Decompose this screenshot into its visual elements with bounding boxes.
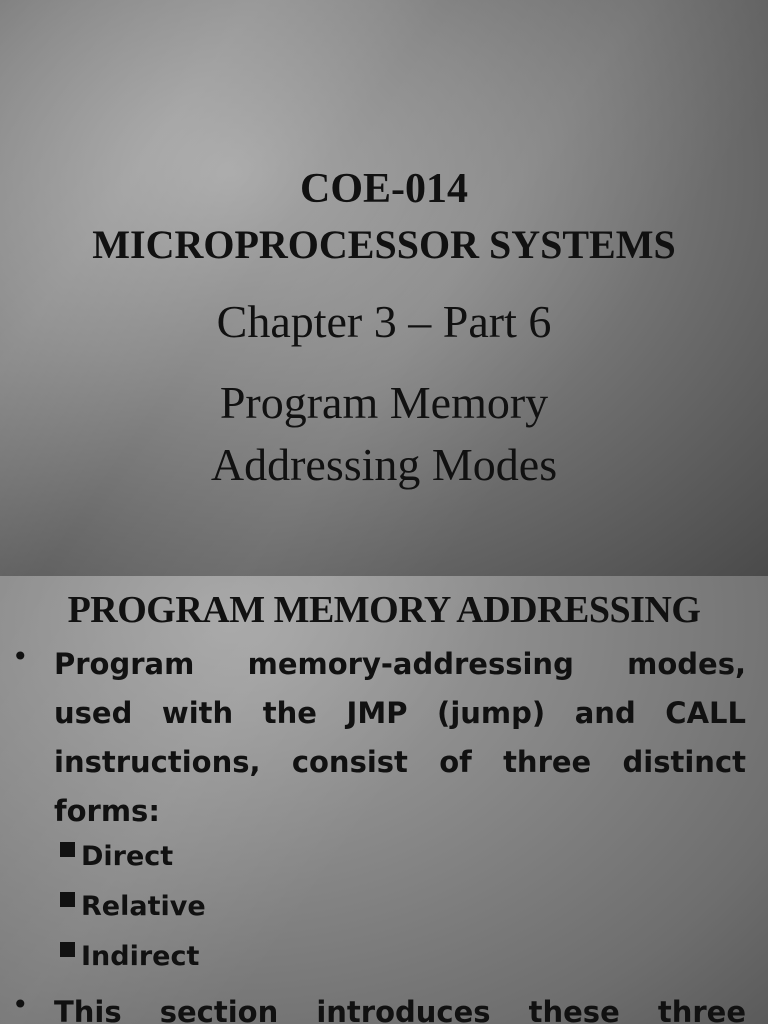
- sub-item-label: Direct: [81, 841, 174, 872]
- bullet-text: Program memory-addressing modes, used with the JMP (jump) and CALL instructions, consist of three distinct forms:: [54, 647, 746, 828]
- square-bullet-icon: [60, 842, 75, 857]
- chapter-title: Chapter 3 – Part 6: [216, 296, 552, 347]
- sub-item-relative: [60, 892, 206, 922]
- bullet-icon: •: [12, 640, 29, 673]
- square-bullet-icon: [60, 942, 75, 957]
- square-bullet-icon: [60, 892, 75, 907]
- sub-item-indirect: [60, 942, 199, 972]
- sub-item-label: Indirect: [81, 941, 200, 972]
- course-name: MICROPROCESSOR SYSTEMS: [92, 222, 676, 267]
- bullet-text: This section introduces these three: [54, 995, 746, 1024]
- topic-title: [0, 372, 768, 496]
- course-code: COE-014: [300, 166, 468, 212]
- sub-item-label: Relative: [81, 891, 206, 922]
- sub-item-direct: [60, 842, 173, 872]
- bullet-icon: •: [12, 988, 29, 1021]
- content-slide: [0, 576, 768, 1024]
- topic-line-2: Addressing Modes: [210, 439, 558, 490]
- slide-heading: PROGRAM MEMORY ADDRESSING: [67, 589, 701, 631]
- topic-line-1: Program Memory: [219, 377, 549, 428]
